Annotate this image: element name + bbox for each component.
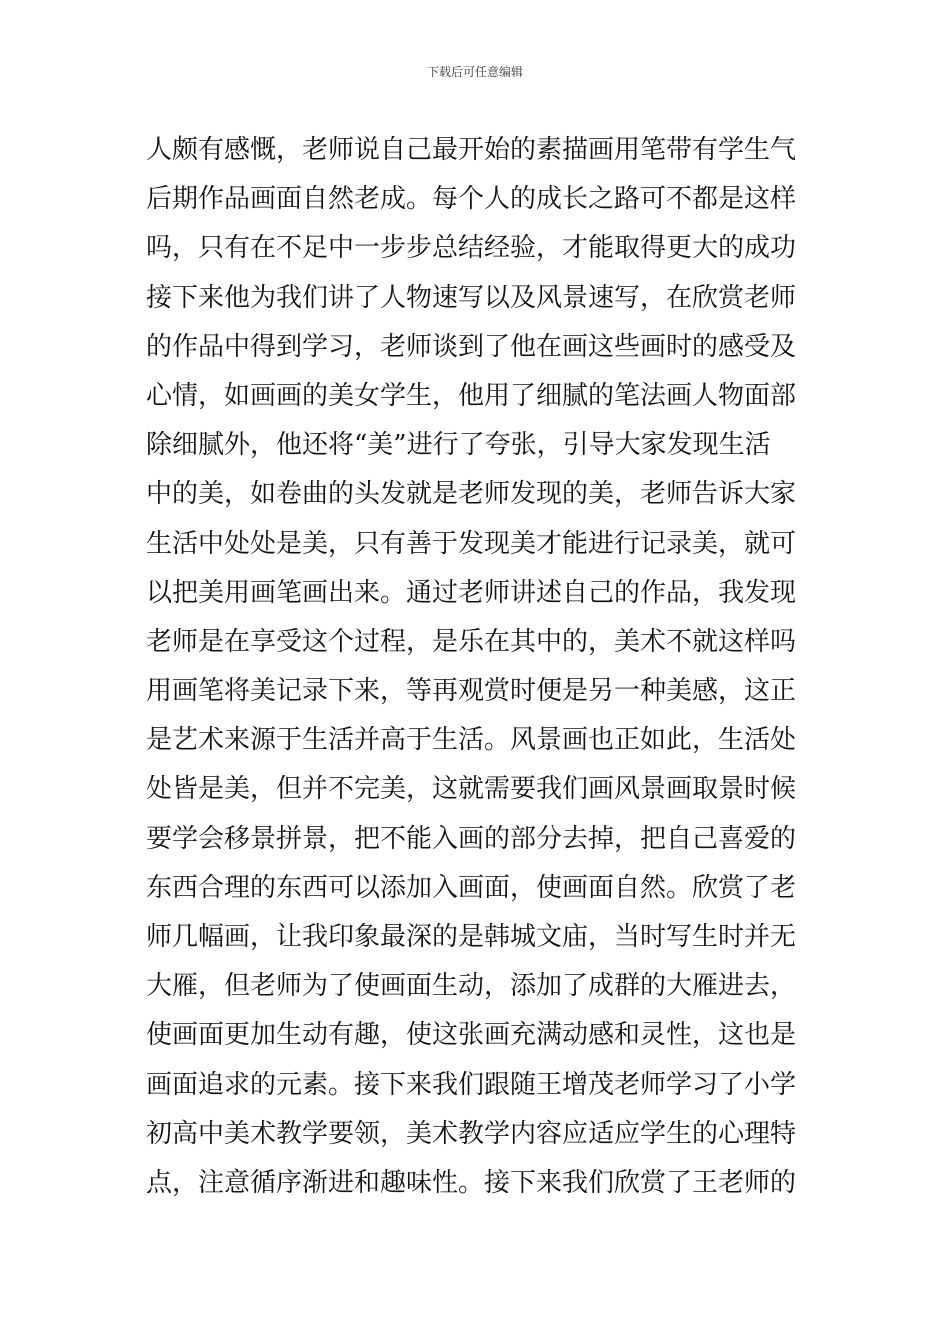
text-line: 后期作品画面自然老成。每个人的成长之路可不都是这样 (146, 184, 797, 215)
text-line: 用画笔将美记录下来，等再观赏时便是另一种美感，这正 (146, 676, 797, 707)
text-line: 大雁，但老师为了使画面生动，添加了成群的大雁进去， (146, 971, 797, 1002)
text-line: 除细腻外，他还将“美”进行了夸张，引导大家发现生活 (146, 430, 771, 461)
text-line: 生活中处处是美，只有善于发现美才能进行记录美，就可 (146, 528, 797, 559)
text-line: 是艺术来源于生活并高于生活。风景画也正如此，生活处 (146, 725, 797, 756)
text-line: 画面追求的元素。接下来我们跟随王增茂老师学习了小学 (146, 1069, 797, 1100)
text-line: 初高中美术教学要领，美术教学内容应适应学生的心理特 (146, 1118, 797, 1149)
body-text (146, 126, 826, 1208)
text-line: 东西合理的东西可以添加入画面，使画面自然。欣赏了老 (146, 872, 797, 903)
text-line: 吗，只有在不足中一步步总结经验，才能取得更大的成功 (146, 233, 797, 264)
text-line: 点，注意循序渐进和趣味性。接下来我们欣赏了王老师的 (146, 1167, 797, 1198)
text-line: 心情，如画画的美女学生，他用了细腻的笔法画人物面部 (146, 380, 797, 411)
text-line: 老师是在享受这个过程，是乐在其中的，美术不就这样吗 (146, 626, 797, 657)
text-line: 人颇有感慨，老师说自己最开始的素描画用笔带有学生气 (146, 135, 797, 165)
text-line: 中的美，如卷曲的头发就是老师发现的美，老师告诉大家 (146, 479, 797, 510)
page-header: 下载后可任意编辑 (426, 65, 523, 79)
text-line: 师几幅画，让我印象最深的是韩城文庙，当时写生时并无 (146, 922, 797, 952)
text-line: 要学会移景拼景，把不能入画的部分去掉，把自己喜爱的 (146, 823, 797, 854)
text-line: 处皆是美，但并不完美，这就需要我们画风景画取景时候 (146, 774, 797, 805)
text-line: 使画面更加生动有趣，使这张画充满动感和灵性，这也是 (146, 1020, 797, 1051)
text-line: 接下来他为我们讲了人物速写以及风景速写，在欣赏老师 (146, 282, 797, 313)
text-line: 的作品中得到学习，老师谈到了他在画这些画时的感受及 (146, 331, 797, 362)
text-line: 以把美用画笔画出来。通过老师讲述自己的作品，我发现 (146, 577, 797, 608)
